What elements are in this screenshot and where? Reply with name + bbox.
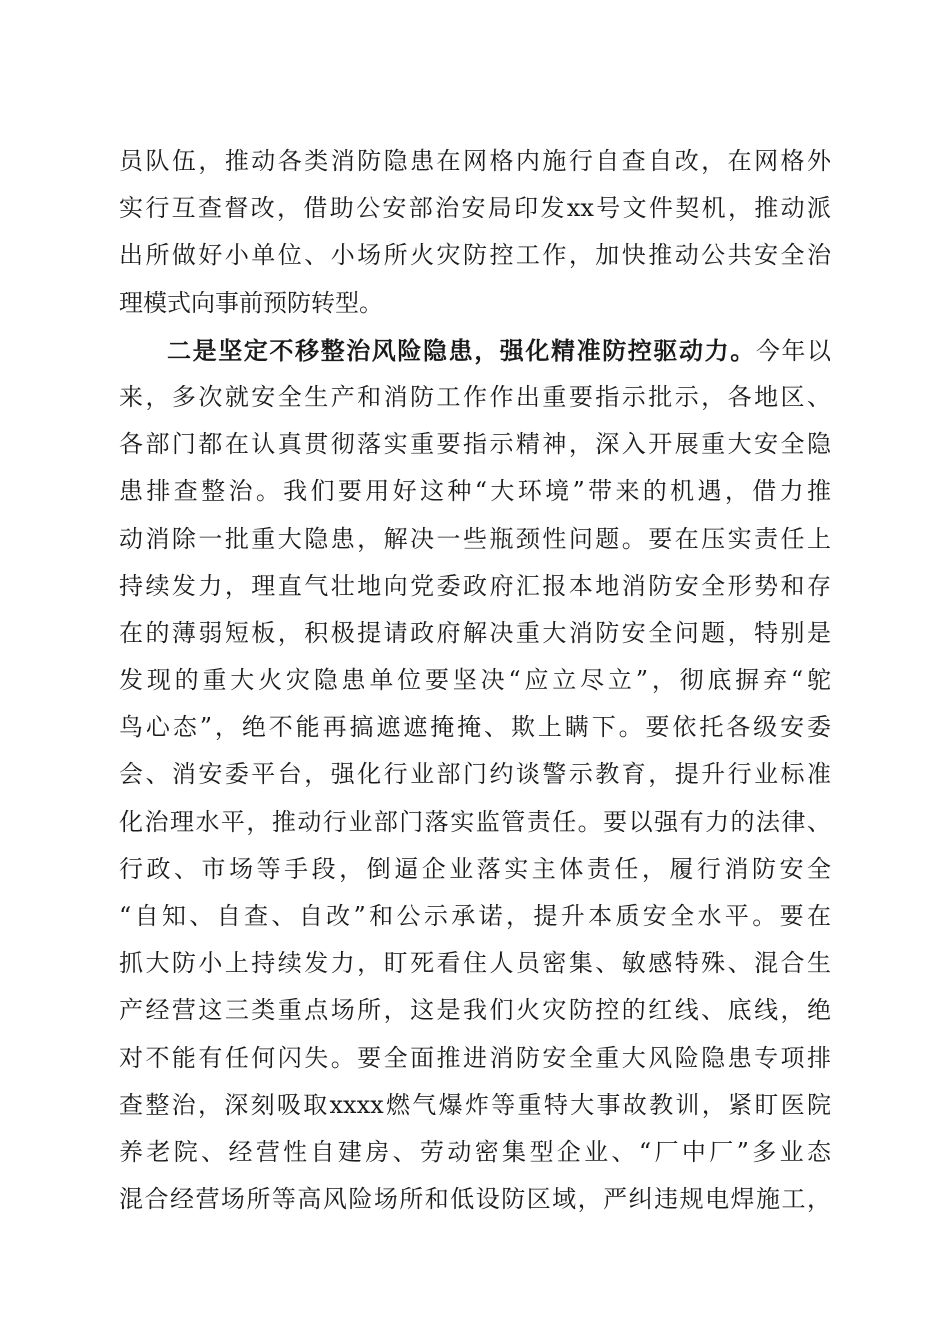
paragraph-2-line: 来，多次就安全生产和消防工作作出重要指示批示，各地区、 bbox=[119, 382, 831, 411]
paragraph-2-line: 在的薄弱短板，积极提请政府解决重大消防安全问题，特别是 bbox=[119, 618, 831, 647]
paragraph-1-line-4: 理模式向事前预防转型。 bbox=[119, 288, 383, 317]
paragraph-1-line-3: 出所做好小单位、小场所火灾防控工作，加快推动公共安全治 bbox=[119, 241, 831, 270]
paragraph-2-line: “自知、自查、自改”和公示承诺，提升本质安全水平。要在 bbox=[119, 902, 831, 930]
paragraph-2-line: 养老院、经营性自建房、劳动密集型企业、“厂中厂”多业态 bbox=[119, 1137, 831, 1166]
paragraph-2-line: 持续发力，理直气壮地向党委政府汇报本地消防安全形势和存 bbox=[119, 571, 831, 600]
paragraph-2-line: 对不能有任何闪失。要全面推进消防安全重大风险隐患专项排 bbox=[119, 1043, 831, 1072]
paragraph-1-line-1: 员队伍，推动各类消防隐患在网格内施行自查自改，在网格外 bbox=[119, 147, 831, 175]
paragraph-2-first-line-rest: 今年以 bbox=[755, 336, 832, 365]
document-body bbox=[119, 138, 831, 1223]
paragraph-2-line: 产经营这三类重点场所，这是我们火灾防控的红线、底线，绝 bbox=[119, 996, 831, 1025]
paragraph-2-line: 患排查整治。我们要用好这种“大环境”带来的机遇，借力推 bbox=[119, 477, 831, 506]
paragraph-2-line: 发现的重大火灾隐患单位要坚决“应立尽立”，彻底摒弃“鸵 bbox=[119, 666, 831, 695]
paragraph-1-line-2: 实行互查督改，借助公安部治安局印发xx号文件契机，推动派 bbox=[119, 194, 831, 223]
paragraph-2-line: 行政、市场等手段，倒逼企业落实主体责任，履行消防安全 bbox=[119, 854, 831, 883]
paragraph-2-line: 动消除一批重大隐患，解决一些瓶颈性问题。要在压实责任上 bbox=[119, 524, 831, 553]
paragraph-2-line: 查整治，深刻吸取xxxx燃气爆炸等重特大事故教训，紧盯医院 bbox=[119, 1090, 831, 1119]
paragraph-2-first-line bbox=[119, 327, 831, 374]
paragraph-2-line: 鸟心态”，绝不能再搞遮遮掩掩、欺上瞒下。要依托各级安委 bbox=[119, 713, 831, 742]
paragraph-2-line: 混合经营场所等高风险场所和低设防区域，严纠违规电焊施工， bbox=[119, 1185, 831, 1214]
paragraph-2-line: 会、消安委平台，强化行业部门约谈警示教育，提升行业标准 bbox=[119, 760, 831, 789]
paragraph-2-line: 化治理水平，推动行业部门落实监管责任。要以强有力的法律、 bbox=[119, 807, 831, 836]
paragraph-2-line: 各部门都在认真贯彻落实重要指示精神，深入开展重大安全隐 bbox=[119, 430, 831, 459]
paragraph-2-line: 抓大防小上持续发力，盯死看住人员密集、敏感特殊、混合生 bbox=[119, 949, 831, 978]
paragraph-2-heading: 二是坚定不移整治风险隐患，强化精准防控驱动力。 bbox=[167, 335, 756, 365]
